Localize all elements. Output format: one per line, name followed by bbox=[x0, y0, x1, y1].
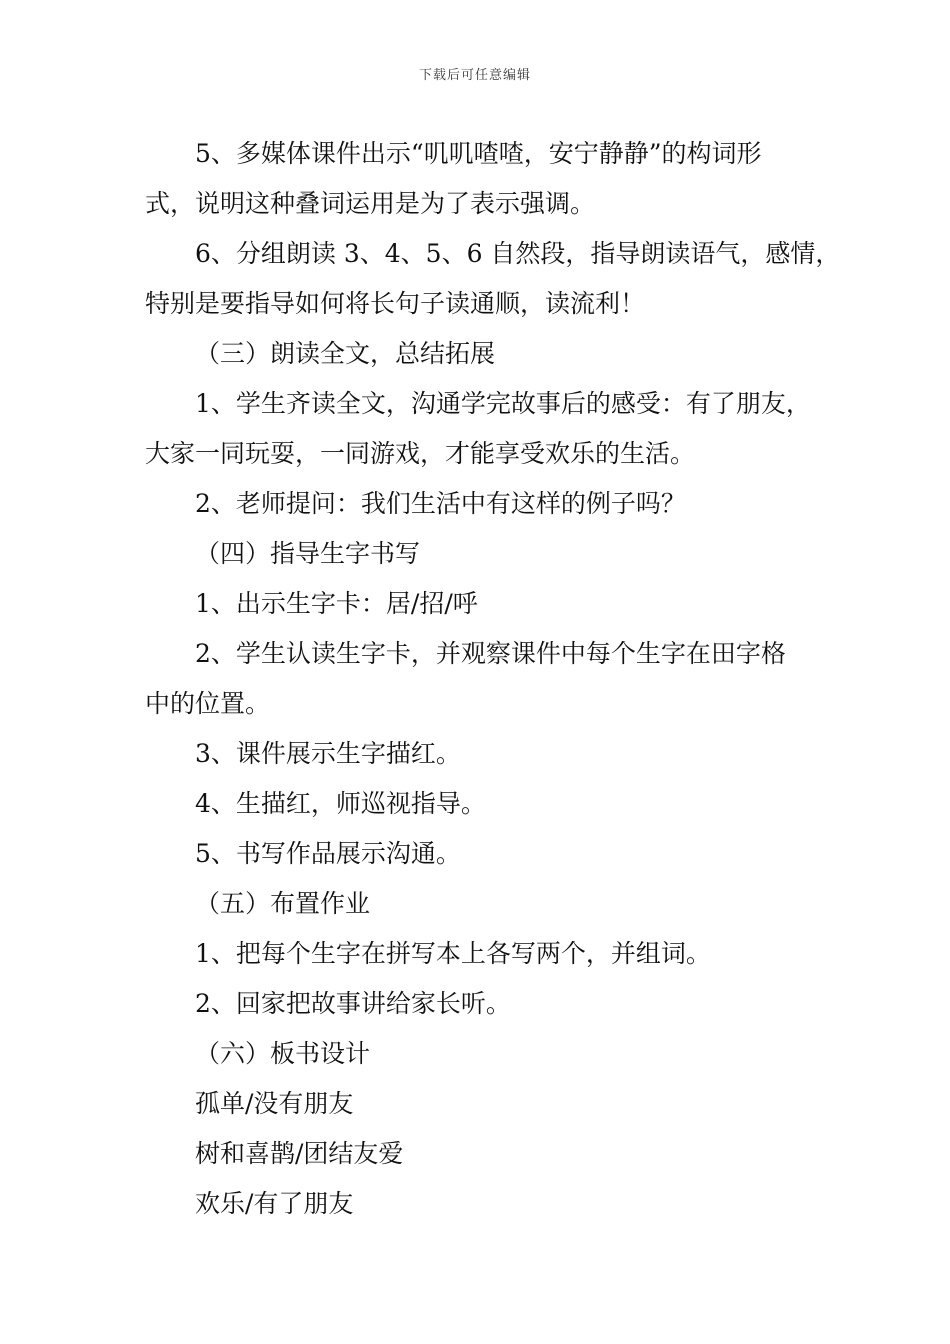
paragraph-line: 1、学生齐读全文，沟通学完故事后的感受：有了朋友， bbox=[195, 389, 811, 418]
paragraph-line: 4、生描红，师巡视指导。 bbox=[195, 789, 486, 818]
board-design-line: 孤单/没有朋友 bbox=[195, 1089, 354, 1118]
section-heading: （四）指导生字书写 bbox=[195, 539, 421, 568]
paragraph-line: 5、多媒体课件出示“叽叽喳喳，安宁静静”的构词形 bbox=[195, 139, 762, 168]
paragraph-line: 特别是要指导如何将长句子读通顺，读流利！ bbox=[145, 289, 646, 318]
board-design-line: 欢乐/有了朋友 bbox=[195, 1189, 354, 1218]
paragraph-line: 5、书写作品展示沟通。 bbox=[195, 839, 461, 868]
section-heading: （三）朗读全文，总结拓展 bbox=[195, 339, 496, 368]
page-header: 下载后可任意编辑 bbox=[418, 68, 531, 83]
paragraph-line: 3、课件展示生字描红。 bbox=[195, 739, 461, 768]
paragraph-line: 2、老师提问：我们生活中有这样的例子吗？ bbox=[195, 489, 686, 518]
paragraph-line: 2、学生认读生字卡，并观察课件中每个生字在田字格 bbox=[195, 639, 786, 668]
paragraph-line: 2、回家把故事讲给家长听。 bbox=[195, 989, 511, 1018]
paragraph-line: 中的位置。 bbox=[145, 689, 271, 718]
board-design-line: 树和喜鹊/团结友爱 bbox=[195, 1139, 404, 1168]
paragraph-line: 式，说明这种叠词运用是为了表示强调。 bbox=[145, 189, 596, 218]
document-body bbox=[145, 129, 841, 1229]
paragraph-line: 1、把每个生字在拼写本上各写两个，并组词。 bbox=[195, 939, 711, 968]
section-heading: （五）布置作业 bbox=[195, 889, 371, 918]
paragraph-line: 1、出示生字卡：居/招/呼 bbox=[195, 589, 478, 618]
paragraph-line: 大家一同玩耍，一同游戏，才能享受欢乐的生活。 bbox=[145, 439, 696, 468]
paragraph-line: 6、分组朗读 3、4、5、6 自然段，指导朗读语气，感情， bbox=[195, 239, 841, 268]
section-heading: （六）板书设计 bbox=[195, 1039, 371, 1068]
